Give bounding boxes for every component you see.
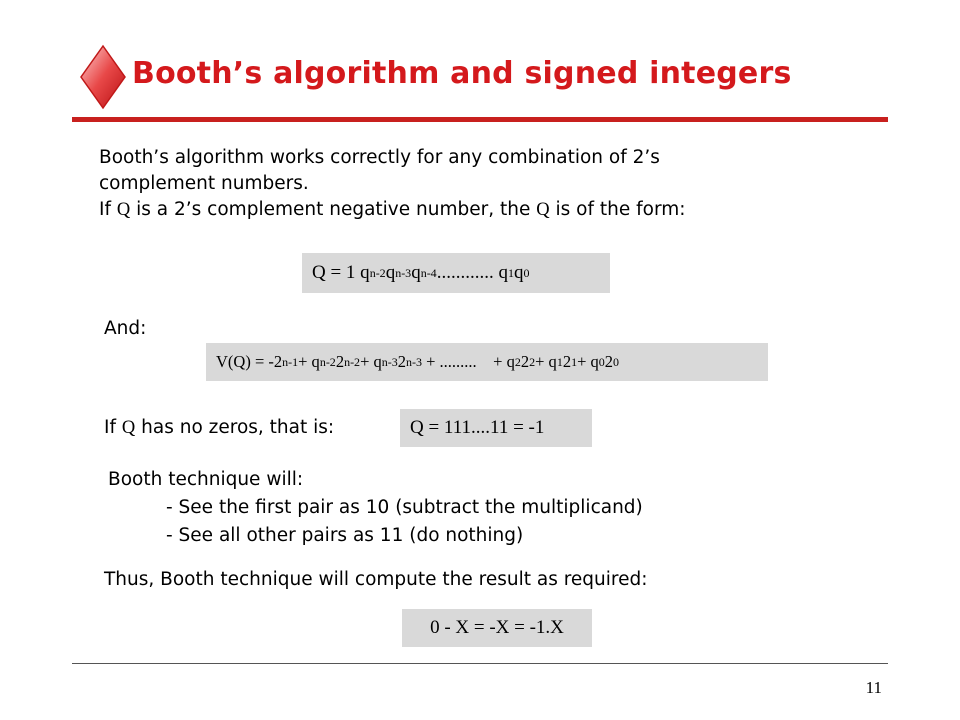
formula-text: ............ q <box>436 262 508 283</box>
intro-line-2: complement numbers. <box>99 173 309 194</box>
formula-subscript: 2 <box>514 354 521 369</box>
title-divider <box>72 117 888 122</box>
formula-superscript: n-2 <box>344 354 361 369</box>
if-mid-text: is a 2’s complement negative number, the <box>136 199 531 220</box>
intro-line-1: Booth’s algorithm works correctly for any combination of 2’s <box>99 147 660 168</box>
formula-text: 2 <box>335 352 345 371</box>
formula-text: 2 <box>604 352 613 371</box>
page-number: 11 <box>865 678 882 697</box>
formula-superscript: 1 <box>571 354 578 369</box>
formula-subscript: 0 <box>598 354 605 369</box>
formula-text: V(Q) = -2 <box>216 352 283 371</box>
formula-superscript: 0 <box>613 354 619 369</box>
q-form-formula <box>302 253 610 293</box>
q-symbol: Q <box>121 418 136 438</box>
formula-text: q <box>385 262 396 283</box>
formula-subscript: 1 <box>507 265 514 280</box>
footer-divider <box>72 663 888 664</box>
formula-text: 2 <box>562 352 572 371</box>
formula-text: 2 <box>397 352 406 371</box>
and-label: And: <box>104 318 147 339</box>
formula-text: q <box>513 262 524 283</box>
q-symbol: Q <box>536 200 550 220</box>
formula-text: + q <box>298 352 320 371</box>
formula-subscript: n-3 <box>381 354 398 369</box>
formula-subscript: n-3 <box>395 265 412 280</box>
formula-text: + q <box>360 352 382 371</box>
formula-text: + ......... + q <box>422 352 515 371</box>
no-zeros-line <box>104 415 334 441</box>
formula-subscript: 1 <box>556 354 563 369</box>
if-suffix-text: is of the form: <box>555 199 686 220</box>
q-all-ones-formula: Q = 111....11 = -1 <box>400 409 592 447</box>
formula-subscript: n-4 <box>420 265 437 280</box>
no-zeros-text: has no zeros, that is: <box>141 417 335 438</box>
formula-superscript: 2 <box>529 354 536 369</box>
formula-superscript: n-1 <box>282 354 299 369</box>
booth-step-2: - See all other pairs as 11 (do nothing) <box>166 525 524 546</box>
formula-subscript: n-2 <box>369 265 386 280</box>
diamond-bullet-icon <box>78 44 128 110</box>
formula-text: + q <box>577 352 599 371</box>
formula-text: q <box>411 262 421 283</box>
if-word: If <box>99 199 111 220</box>
thus-line: Thus, Booth technique will compute the result as required: <box>104 569 648 590</box>
formula-text: Q = 1 q <box>312 262 370 283</box>
formula-subscript: n-2 <box>319 354 336 369</box>
booth-step-1: - See the first pair as 10 (subtract the multiplicand) <box>166 497 643 518</box>
formula-superscript: n-3 <box>406 354 422 369</box>
result-formula: 0 - X = -X = -1.X <box>402 609 592 647</box>
formula-text: + q <box>535 352 557 371</box>
booth-will-label: Booth technique will: <box>108 469 304 490</box>
formula-subscript: 0 <box>523 265 530 280</box>
if-negative-line <box>99 197 685 223</box>
formula-text: 2 <box>520 352 530 371</box>
page-title: Booth’s algorithm and signed integers <box>132 56 792 91</box>
vq-formula <box>206 343 768 381</box>
q-symbol: Q <box>116 200 131 220</box>
if-word: If <box>104 417 116 438</box>
